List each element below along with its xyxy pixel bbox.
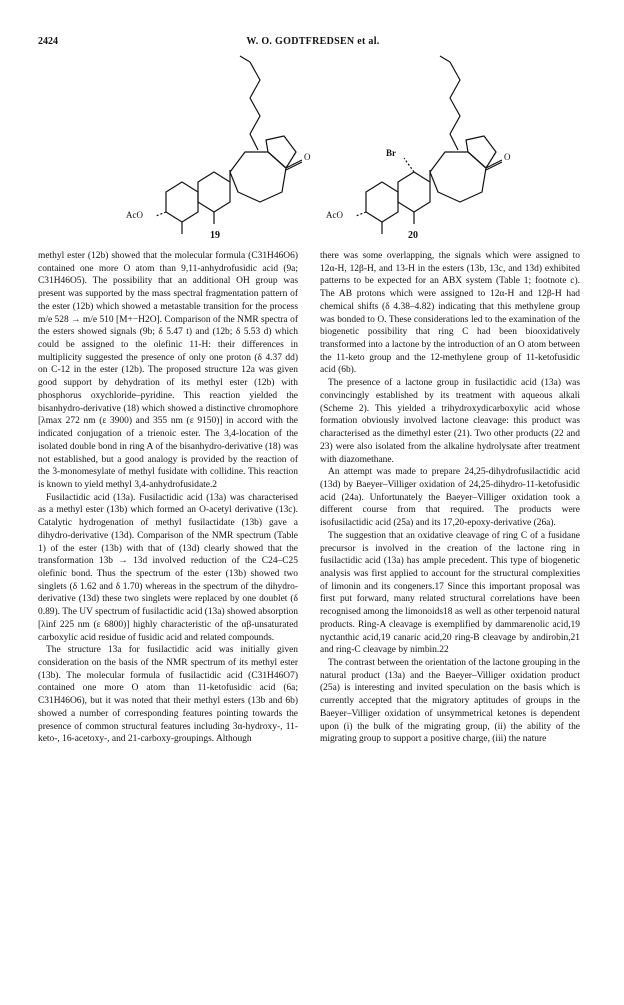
right-paragraph: The suggestion that an oxidative cleavage of ring C of a fusidane precursor is involved in the creation of the lactone ring in fusilactidic acid (13a) has ample precedent. This type of biogenetic analysis was first applied to account for the structural complexities of limonin and its congeners.17 Since this important proposal was first put forward, many related structural correlations have been recognised among the limonoids18 as well as other terpenoid natural products. Ring-A cleavage is exemplified by dammarenolic acid,19 nyctanthic acid,19 canaric acid,20 ring-B cleavage by andirobin,21 and ring-C cleavage by nimbin.22 [320, 530, 580, 656]
compound-20-acetoxy-label: AcO [326, 210, 343, 220]
compound-20-bromo-label: Br [386, 148, 396, 158]
running-head: W. O. GODTFREDSEN et al. [246, 36, 380, 47]
compound-19-label: 19 [210, 230, 220, 241]
compound-19-skeleton [156, 56, 302, 234]
left-paragraph: Fusilactidic acid (13a). Fusilactidic acid (13a) was characterised as a methyl ester (13b) which formed an O-acetyl derivative (13c). Catalytic hydrogenation of methyl fusilactidate (13b) gave a dihydro-derivative (13d). Comparison of the NMR spectrum (Table 1) of the ester (13b) with that of (13d) clearly showed that the transformation 13b → 13d involved reduction of the C24–C25 olefinic bond. Thus the spectrum of the ester (13b) showed two singlets (δ 1.62 and δ 1.70) whereas in the spectrum of the dihydro-derivative (13d) these two singlets were replaced by one doublet (δ 0.89). The UV spectrum of fusilactidic acid (13a) showed absorption [λinf 225 nm (ε 6800)] highly characteristic of the αβ-unsaturated carboxylic acid residue of fusidic acid and related compounds. [38, 492, 298, 643]
left-column [38, 250, 298, 746]
right-column [320, 250, 580, 746]
compound-19-acetoxy-label: AcO [126, 210, 143, 220]
right-paragraph: there was some overlapping, the signals which were assigned to 12α-H, 12β-H, and 13-H in the esters (13b, 13c, and 13d) exhibited patterns to be expected for an ABX system (Table 1; footnote c). The AB protons which were assigned to 12α-H and 12β-H had chemical shifts (δ 4.38–4.82) indicating that this methylene group was bonded to O. These considerations led to the examination of the biogenetic possibility that ring C had been biooxidatively transformed into a lactone by the introduction of an O atom between the 11-keto group and the 12-methylene group of 11-ketofusidic acid (6b). [320, 251, 580, 376]
right-paragraph: The contrast between the orientation of the lactone grouping in the natural product (13a) and the Baeyer–Villiger oxidation product (25a) is interesting and invited speculation on the basis which is currently accepted that the migratory aptitudes of groups in the Baeyer–Villiger oxidation of unsymmetrical ketones is dependent upon (i) the bulk of the migrating group, (ii) the ability of the migrating group to support a positive charge, (iii) the nature [320, 658, 580, 745]
right-paragraph: The presence of a lactone group in fusilactidic acid (13a) was convincingly established by its treatment with aqueous alkali (Scheme 2). This yielded a trihydroxydicarboxylic acid whose formation obviously involved lactone cleavage: this product was characterised as the dimethyl ester (21). Two other products (22 and 23) were also isolated from the alkaline hydrolysate after treatment with diazomethane. [320, 378, 580, 465]
compound-20-label: 20 [408, 230, 418, 241]
compound-20-skeleton [356, 56, 502, 234]
chemical-structures-svg [90, 52, 510, 248]
compound-19-oxygen-label: O [304, 152, 311, 162]
structure-figure [90, 52, 510, 248]
page-number: 2424 [38, 36, 58, 47]
right-paragraph: An attempt was made to prepare 24,25-dihydrofusilactidic acid (13d) by Baeyer–Villiger oxidation of 24,25-dihydro-11-ketofusidic acid (24a). Unfortunately the Baeyer–Villiger oxidation took a different course from that required. The products were isofusilactidic acid (25a) and its 17,20-epoxy-derivative (26a). [320, 467, 580, 529]
left-paragraph: methyl ester (12b) showed that the molecular formula (C31H46O6) contained one more O atom than 9,11-anhydrofusidic acid (9a; C31H46O5). The possibility that an additional OH group was present was supported by the mass spectral fragmentation pattern of the ester (12b) which showed a metastable transition for the process m/e 528 → m/e 510 [M+−H2O]. Comparison of the NMR spectra of the esters showed signals (9b; δ 5.47 t) and (12b; δ 5.53 d) which could be assigned to the olefinic 11-H: their differences in multiplicity suggested the presence of only one proton (δ 4.37 dd) on C-12 in the ester (12b). The proposed structure 12a was given good support by dehydration of its methyl ester (12b) with phosphorus oxychloride–pyridine. This reaction yielded the bisanhydro-derivative (18) which showed a distinctive chromophore [λmax 272 nm (ε 3900) and 355 nm (ε 9150)] in accord with the indicated conjugation of a trienoic ester. The 3,4-location of the isolated double bond in ring A of the bisanhydro-derivative (18) was not established, but a good analogy is provided by the reaction of the 3-monomesylate of methyl fusidate with collidine. This reaction is known to yield methyl 3,4-anhydrofusidate.2 [38, 251, 298, 490]
compound-20-oxygen-label: O [504, 152, 511, 162]
page-header [38, 36, 588, 52]
left-paragraph: The structure 13a for fusilactidic acid was initially given consideration on the basis of the NMR spectrum of its methyl ester (13b). The molecular formula of fusilactidic acid (C31H46O7) contained one more O atom than 11-ketofusidic acid (6a; C31H46O6), but it was noted that their methyl esters (13b and 6b) showed a number of corresponding features pointing towards the presence of common structural features including 3α-hydroxy-, 11-keto-, 16-acetoxy-, and 21-carboxy-groupings. Although [38, 645, 298, 745]
